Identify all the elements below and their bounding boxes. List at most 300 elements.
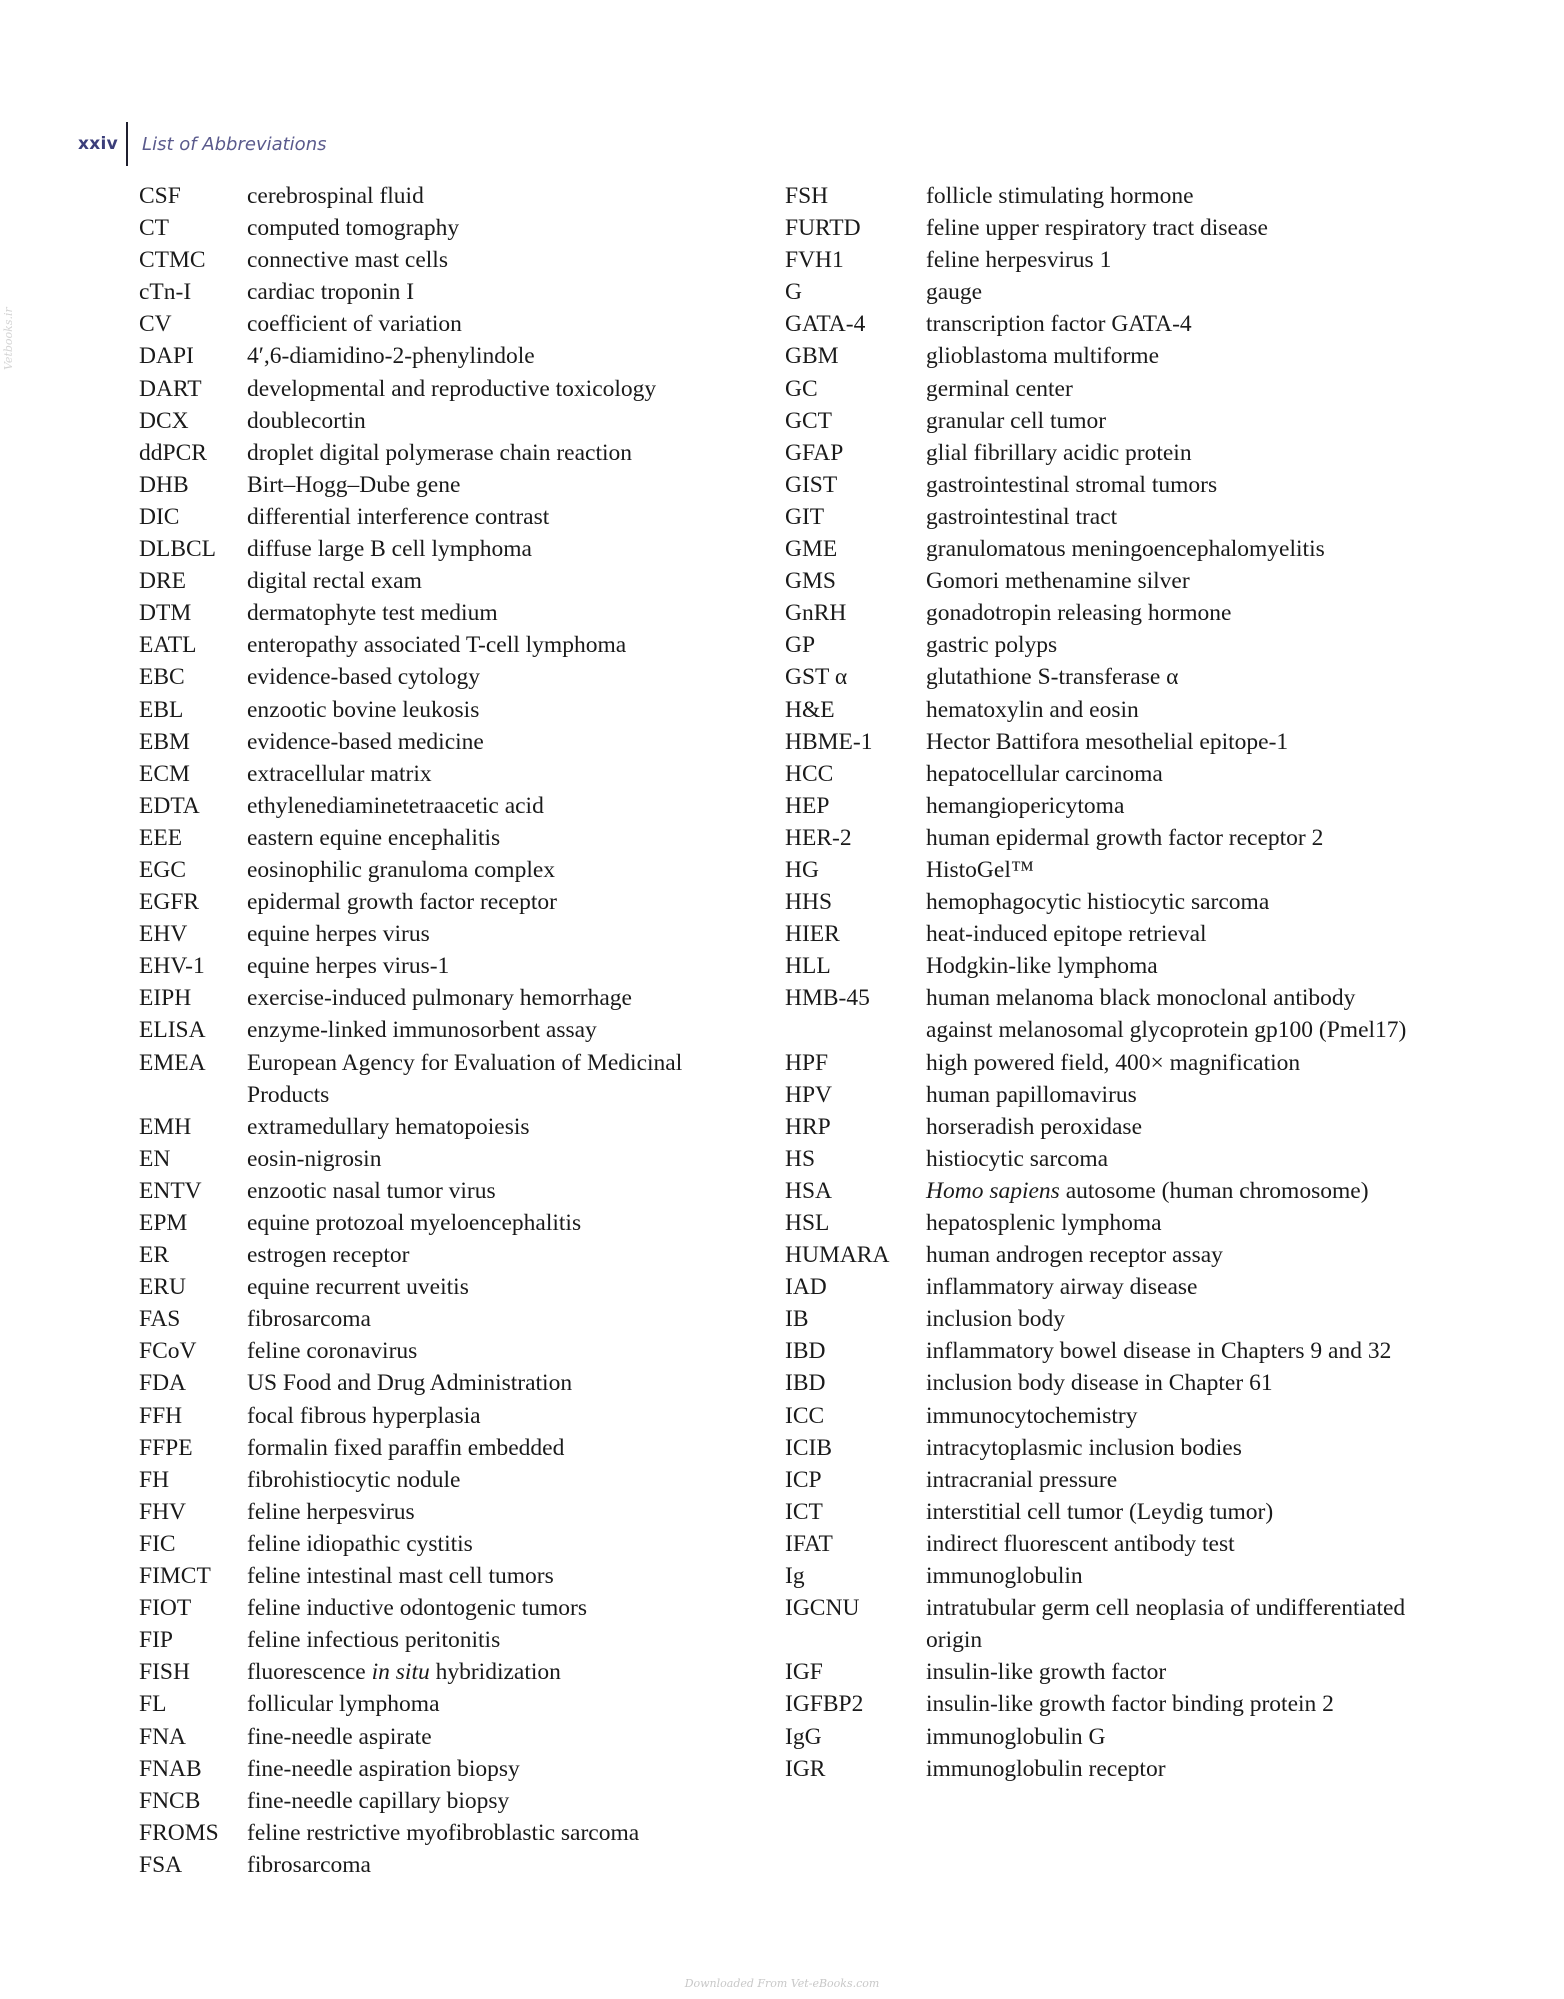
abbreviation-term: ENTV [139,1177,202,1204]
abbreviation-entry [139,822,727,854]
abbreviation-term: GMS [785,568,836,595]
abbreviation-definition: 4′,6-diamidino-2-phenylindole [247,343,535,370]
abbreviation-definition: cerebrospinal fluid [247,183,424,209]
abbreviation-definition: granular cell tumor [926,407,1107,434]
abbreviation-definition: coefficient of variation [247,311,462,338]
abbreviation-term: FFPE [139,1434,193,1461]
abbreviation-term: EN [139,1145,171,1172]
abbreviations-left-column [139,180,727,1881]
abbreviation-entry [785,1753,1416,1785]
abbreviation-term: HPF [785,1049,829,1076]
abbreviation-term: GST α [785,664,848,691]
abbreviation-definition: eosinophilic granuloma complex [247,856,556,883]
abbreviation-entry [785,1271,1416,1303]
abbreviation-entry [139,565,727,597]
abbreviation-entry [785,565,1416,597]
abbreviation-term: HEP [785,792,830,819]
abbreviation-definition: Hector Battifora mesothelial epitope-1 [926,728,1289,755]
abbreviation-definition: intracranial pressure [926,1466,1118,1493]
abbreviation-term: ECM [139,760,190,787]
abbreviation-term: GBM [785,343,839,370]
abbreviation-definition: digital rectal exam [247,568,422,595]
abbreviation-term: EBC [139,664,185,691]
abbreviation-entry [139,180,727,212]
abbreviation-definition: inflammatory airway disease [926,1274,1198,1301]
abbreviation-term: FNAB [139,1755,202,1782]
abbreviation-definition: gastrointestinal tract [926,503,1118,530]
abbreviation-term: FIOT [139,1595,192,1622]
abbreviation-term: IGR [785,1755,826,1782]
abbreviation-term: ELISA [139,1017,206,1044]
abbreviation-term: ddPCR [139,439,207,466]
abbreviation-term: FL [139,1691,167,1718]
abbreviation-definition: European Agency for Evaluation of Medicinal Products [247,1049,683,1108]
abbreviation-entry [139,982,727,1014]
abbreviation-term: H&E [785,696,835,723]
abbreviation-term: cTn-I [139,279,192,306]
abbreviation-definition: follicular lymphoma [247,1691,440,1718]
abbreviation-definition: heat-induced epitope retrieval [926,921,1207,948]
abbreviation-definition: fibrosarcoma [247,1306,371,1333]
abbreviation-entry [139,1400,727,1432]
page-number: xxiv [78,134,119,154]
abbreviation-term: GCT [785,407,832,434]
abbreviation-entry [785,918,1416,950]
abbreviation-term: EDTA [139,792,200,819]
abbreviation-entry [785,1303,1416,1335]
abbreviation-entry [139,629,727,661]
abbreviation-term: GIST [785,471,838,498]
abbreviation-entry [785,726,1416,758]
abbreviation-term: EHV [139,921,188,948]
abbreviation-definition: dermatophyte test medium [247,600,498,627]
abbreviations-right-column [785,180,1416,1785]
abbreviation-term: HG [785,856,819,883]
abbreviation-entry [139,1239,727,1271]
abbreviation-entry [139,469,727,501]
abbreviation-term: GME [785,536,838,563]
abbreviation-term: HPV [785,1081,833,1108]
abbreviation-entry [139,1047,727,1111]
abbreviation-definition: HistoGel™ [926,856,1034,883]
abbreviation-entry [785,694,1416,726]
abbreviation-entry [139,1014,727,1046]
abbreviation-entry [139,1143,727,1175]
definition-text: hybridization [429,1659,561,1686]
abbreviation-definition: immunocytochemistry [926,1402,1138,1429]
abbreviation-definition: cardiac troponin I [247,279,415,306]
abbreviation-entry [785,1111,1416,1143]
abbreviation-entry [785,1496,1416,1528]
abbreviation-definition: gonadotropin releasing hormone [926,600,1232,627]
abbreviation-term: EPM [139,1210,188,1236]
abbreviation-entry [139,1175,727,1207]
abbreviation-term: GP [785,632,816,659]
abbreviation-definition: extramedullary hematopoiesis [247,1113,530,1140]
abbreviation-entry [785,340,1416,372]
abbreviation-definition: feline herpesvirus 1 [926,247,1112,274]
abbreviation-entry [785,629,1416,661]
abbreviation-definition: hemophagocytic histiocytic sarcoma [926,889,1270,916]
abbreviation-definition: Gomori methenamine silver [926,568,1190,595]
download-footer: Downloaded From Vet-eBooks.com [684,1977,880,1990]
abbreviation-term: FSH [785,183,829,209]
abbreviation-term: FDA [139,1370,187,1397]
abbreviation-term: EATL [139,632,197,659]
abbreviation-entry [785,886,1416,918]
abbreviation-term: GATA-4 [785,311,866,338]
abbreviation-term: FIP [139,1627,173,1654]
side-watermark: Vetbooks.ir [2,307,15,370]
abbreviation-entry [785,1207,1416,1239]
abbreviation-entry [139,694,727,726]
abbreviation-term: CTMC [139,247,206,274]
abbreviation-term: DCX [139,407,189,434]
abbreviation-term: GC [785,375,818,402]
abbreviation-entry [785,758,1416,790]
abbreviation-definition: inflammatory bowel disease in Chapters 9 and 32 [926,1338,1392,1365]
abbreviation-entry [785,1592,1416,1656]
abbreviation-term: DAPI [139,343,194,370]
abbreviation-entry [785,1528,1416,1560]
abbreviation-definition: enzootic nasal tumor virus [247,1177,496,1204]
abbreviation-definition: insulin-like growth factor binding protein 2 [926,1691,1334,1718]
abbreviation-entry [139,244,727,276]
abbreviation-entry [785,1335,1416,1367]
abbreviation-entry [139,1656,727,1688]
abbreviation-entry [139,1528,727,1560]
abbreviation-definition: droplet digital polymerase chain reaction [247,439,632,466]
abbreviation-entry [139,1624,727,1656]
abbreviation-definition: feline upper respiratory tract disease [926,215,1268,242]
abbreviation-definition: exercise-induced pulmonary hemorrhage [247,985,632,1012]
abbreviation-term: EMH [139,1113,192,1140]
abbreviation-term: HSA [785,1177,833,1204]
abbreviation-term: GFAP [785,439,844,466]
abbreviation-definition: inclusion body [926,1306,1066,1333]
abbreviation-term: FIMCT [139,1563,211,1590]
abbreviation-definition: high powered field, 400× magnification [926,1049,1301,1076]
abbreviation-entry [785,1367,1416,1399]
abbreviation-entry [139,597,727,629]
abbreviation-entry [139,1688,727,1720]
abbreviation-entry [139,373,727,405]
abbreviation-definition: human epidermal growth factor receptor 2 [926,824,1324,851]
abbreviation-definition: inclusion body disease in Chapter 61 [926,1370,1273,1397]
page-header [78,122,327,166]
abbreviation-entry [139,276,727,308]
abbreviation-definition: intratubular germ cell neoplasia of undifferentiated origin [926,1595,1406,1654]
definition-text: autosome (human chromosome) [1059,1177,1369,1204]
abbreviation-definition: feline infectious peritonitis [247,1627,501,1654]
abbreviation-entry [785,501,1416,533]
abbreviation-entry [139,1207,727,1239]
abbreviation-term: EHV-1 [139,953,205,980]
abbreviation-definition: gastrointestinal stromal tumors [926,471,1218,498]
abbreviation-term: CSF [139,183,181,209]
abbreviation-definition: glutathione S-transferase α [926,664,1179,691]
abbreviation-term: G [785,279,802,306]
abbreviation-entry [139,308,727,340]
abbreviation-term: FAS [139,1306,181,1333]
abbreviation-term: IGCNU [785,1595,860,1622]
abbreviation-entry [139,1721,727,1753]
abbreviation-definition: extracellular matrix [247,760,432,787]
abbreviation-definition: eastern equine encephalitis [247,824,501,851]
abbreviation-term: IGFBP2 [785,1691,864,1718]
abbreviation-term: GIT [785,503,825,530]
abbreviation-term: ICT [785,1498,823,1525]
abbreviation-term: CV [139,311,172,338]
abbreviation-definition: enzyme-linked immunosorbent assay [247,1017,597,1044]
abbreviation-definition: feline intestinal mast cell tumors [247,1563,554,1590]
abbreviation-term: FHV [139,1498,187,1525]
abbreviation-definition: differential interference contrast [247,503,550,530]
abbreviation-term: ICC [785,1402,825,1429]
abbreviation-entry [785,950,1416,982]
abbreviation-entry [785,1656,1416,1688]
abbreviation-definition: granulomatous meningoencephalomyelitis [926,536,1325,563]
abbreviation-entry [785,533,1416,565]
abbreviation-definition: evidence-based cytology [247,664,480,691]
abbreviation-definition: follicle stimulating hormone [926,183,1194,209]
abbreviation-term: HHS [785,889,833,916]
abbreviation-term: DART [139,375,202,402]
abbreviation-term: FSA [139,1851,183,1878]
abbreviation-definition: epidermal growth factor receptor [247,889,557,916]
abbreviation-term: Ig [785,1563,805,1590]
abbreviation-definition: insulin-like growth factor [926,1659,1167,1686]
abbreviation-definition: horseradish peroxidase [926,1113,1142,1140]
abbreviation-definition: indirect fluorescent antibody test [926,1530,1235,1557]
abbreviation-entry [785,1721,1416,1753]
abbreviation-definition: developmental and reproductive toxicology [247,375,657,402]
abbreviation-term: IBD [785,1370,826,1397]
abbreviation-entry [139,950,727,982]
abbreviation-term: FH [139,1466,170,1493]
abbreviation-entry [785,469,1416,501]
section-title: List of Abbreviations [142,133,327,155]
abbreviation-entry [785,1560,1416,1592]
abbreviation-term: ICIB [785,1434,832,1461]
abbreviation-entry [785,1079,1416,1111]
abbreviation-entry [139,1367,727,1399]
abbreviation-entry [139,1753,727,1785]
abbreviation-definition: fine-needle capillary biopsy [247,1787,510,1814]
abbreviation-definition: feline herpesvirus [247,1498,415,1525]
abbreviation-definition: fine-needle aspirate [247,1723,432,1750]
abbreviation-definition: hepatosplenic lymphoma [926,1210,1162,1236]
abbreviation-definition: formalin fixed paraffin embedded [247,1434,565,1461]
abbreviation-term: IgG [785,1723,822,1750]
abbreviation-entry [139,533,727,565]
definition-text: fluorescence [247,1659,372,1686]
abbreviation-definition: immunoglobulin receptor [926,1755,1166,1782]
abbreviation-term: ERU [139,1274,186,1301]
abbreviation-term: DHB [139,471,189,498]
abbreviation-entry [785,1175,1416,1207]
abbreviation-entry [785,1143,1416,1175]
abbreviation-entry [785,1047,1416,1079]
abbreviation-definition: Hodgkin-like lymphoma [926,953,1158,980]
abbreviation-term: DTM [139,600,192,627]
abbreviation-definition: equine herpes virus [247,921,430,948]
abbreviation-entry [139,661,727,693]
abbreviation-term: HMB-45 [785,985,870,1012]
abbreviation-definition: equine recurrent uveitis [247,1274,469,1301]
abbreviation-entry [139,405,727,437]
abbreviation-entry [785,276,1416,308]
abbreviation-entry [785,1239,1416,1271]
abbreviation-term: FCoV [139,1338,197,1365]
abbreviation-term: FNCB [139,1787,201,1814]
abbreviation-definition: histiocytic sarcoma [926,1145,1109,1172]
abbreviation-entry [785,1400,1416,1432]
abbreviation-definition: fibrosarcoma [247,1851,371,1878]
abbreviation-entry [785,212,1416,244]
abbreviation-definition: diffuse large B cell lymphoma [247,536,532,563]
abbreviation-entry [139,340,727,372]
abbreviation-entry [785,982,1416,1046]
abbreviation-entry [785,790,1416,822]
abbreviation-definition: fibrohistiocytic nodule [247,1466,461,1493]
abbreviation-entry [139,1560,727,1592]
abbreviation-term: FNA [139,1723,187,1750]
abbreviation-entry [139,918,727,950]
abbreviation-entry [139,1303,727,1335]
abbreviation-term: HS [785,1145,816,1172]
abbreviation-term: FVH1 [785,247,844,274]
abbreviation-term: EMEA [139,1049,206,1076]
abbreviation-definition: connective mast cells [247,247,448,274]
abbreviation-entry [785,180,1416,212]
abbreviation-definition: feline idiopathic cystitis [247,1530,473,1557]
abbreviation-entry [139,1496,727,1528]
abbreviation-term: HSL [785,1210,830,1236]
abbreviation-definition [926,1175,1416,1207]
abbreviation-entry [139,1464,727,1496]
abbreviation-term: HIER [785,921,840,948]
abbreviation-definition: equine herpes virus-1 [247,953,450,980]
abbreviation-definition: equine protozoal myeloencephalitis [247,1210,582,1236]
abbreviation-entry [785,822,1416,854]
definition-italic-text: Homo sapiens [926,1177,1060,1204]
abbreviation-definition: Birt–Hogg–Dube gene [247,471,461,498]
abbreviation-entry [785,1688,1416,1720]
abbreviation-term: FURTD [785,215,861,242]
abbreviation-definition: intracytoplasmic inclusion bodies [926,1434,1242,1461]
abbreviation-definition: doublecortin [247,407,366,434]
abbreviation-term: HCC [785,760,834,787]
abbreviation-definition: evidence-based medicine [247,728,484,755]
abbreviation-entry [785,405,1416,437]
abbreviation-term: IB [785,1306,809,1333]
abbreviation-definition: enzootic bovine leukosis [247,696,480,723]
abbreviation-term: EBM [139,728,190,755]
abbreviation-term: ER [139,1242,170,1269]
abbreviation-definition: human melanoma black monoclonal antibody against melanosomal glycoprotein gp100 (Pmel17) [926,985,1407,1044]
abbreviation-entry [785,437,1416,469]
abbreviation-term: ICP [785,1466,822,1493]
abbreviation-entry [139,726,727,758]
abbreviation-definition: human androgen receptor assay [926,1242,1223,1269]
abbreviation-definition [247,1656,727,1688]
abbreviation-definition: immunoglobulin G [926,1723,1106,1750]
abbreviation-definition: human papillomavirus [926,1081,1137,1108]
abbreviation-term: HBME-1 [785,728,873,755]
abbreviation-definition: interstitial cell tumor (Leydig tumor) [926,1498,1274,1525]
abbreviation-definition: transcription factor GATA-4 [926,311,1192,338]
abbreviation-definition: ethylenediaminetetraacetic acid [247,792,544,819]
abbreviation-entry [139,758,727,790]
abbreviation-entry [139,212,727,244]
definition-italic-text: in situ [371,1659,430,1686]
abbreviation-entry [139,1271,727,1303]
abbreviation-definition: immunoglobulin [926,1563,1083,1590]
abbreviation-term: GnRH [785,600,847,627]
abbreviation-term: EGFR [139,889,200,916]
abbreviation-term: DRE [139,568,186,595]
abbreviation-definition: glioblastoma multiforme [926,343,1160,370]
abbreviation-entry [139,1817,727,1849]
abbreviation-entry [139,1849,727,1881]
abbreviation-definition: hemangiopericytoma [926,792,1125,819]
abbreviation-entry [139,1111,727,1143]
abbreviation-definition: fine-needle aspiration biopsy [247,1755,520,1782]
abbreviation-definition: US Food and Drug Administration [247,1370,573,1397]
abbreviation-entry [139,1592,727,1624]
abbreviation-term: IFAT [785,1530,833,1557]
abbreviation-term: HRP [785,1113,831,1140]
abbreviation-term: HUMARA [785,1242,890,1269]
abbreviation-term: EEE [139,824,183,851]
abbreviation-definition: hepatocellular carcinoma [926,760,1163,787]
abbreviation-entry [139,1335,727,1367]
abbreviation-definition: estrogen receptor [247,1242,410,1269]
abbreviation-term: CT [139,215,170,242]
abbreviation-definition: focal fibrous hyperplasia [247,1402,481,1429]
abbreviation-definition: feline coronavirus [247,1338,418,1365]
abbreviation-term: IAD [785,1274,827,1301]
abbreviation-entry [139,437,727,469]
abbreviation-definition: germinal center [926,375,1073,402]
abbreviation-entry [785,1432,1416,1464]
abbreviation-term: FISH [139,1659,190,1686]
abbreviation-entry [139,501,727,533]
abbreviation-term: HER-2 [785,824,852,851]
abbreviation-entry [785,1464,1416,1496]
abbreviation-entry [785,854,1416,886]
abbreviation-entry [139,1432,727,1464]
abbreviation-definition: glial fibrillary acidic protein [926,439,1192,466]
abbreviation-entry [785,661,1416,693]
abbreviation-definition: feline inductive odontogenic tumors [247,1595,588,1622]
abbreviation-definition: gastric polyps [926,632,1058,659]
abbreviation-entry [785,308,1416,340]
abbreviation-entry [139,790,727,822]
abbreviation-entry [139,1785,727,1817]
abbreviation-term: FFH [139,1402,183,1429]
abbreviation-term: DIC [139,503,180,530]
abbreviation-term: EGC [139,856,186,883]
abbreviation-term: DLBCL [139,536,217,563]
abbreviation-term: FIC [139,1530,176,1557]
abbreviation-term: HLL [785,953,831,980]
abbreviation-entry [785,244,1416,276]
abbreviation-definition: hematoxylin and eosin [926,696,1139,723]
abbreviation-entry [139,854,727,886]
abbreviation-definition: computed tomography [247,215,460,242]
